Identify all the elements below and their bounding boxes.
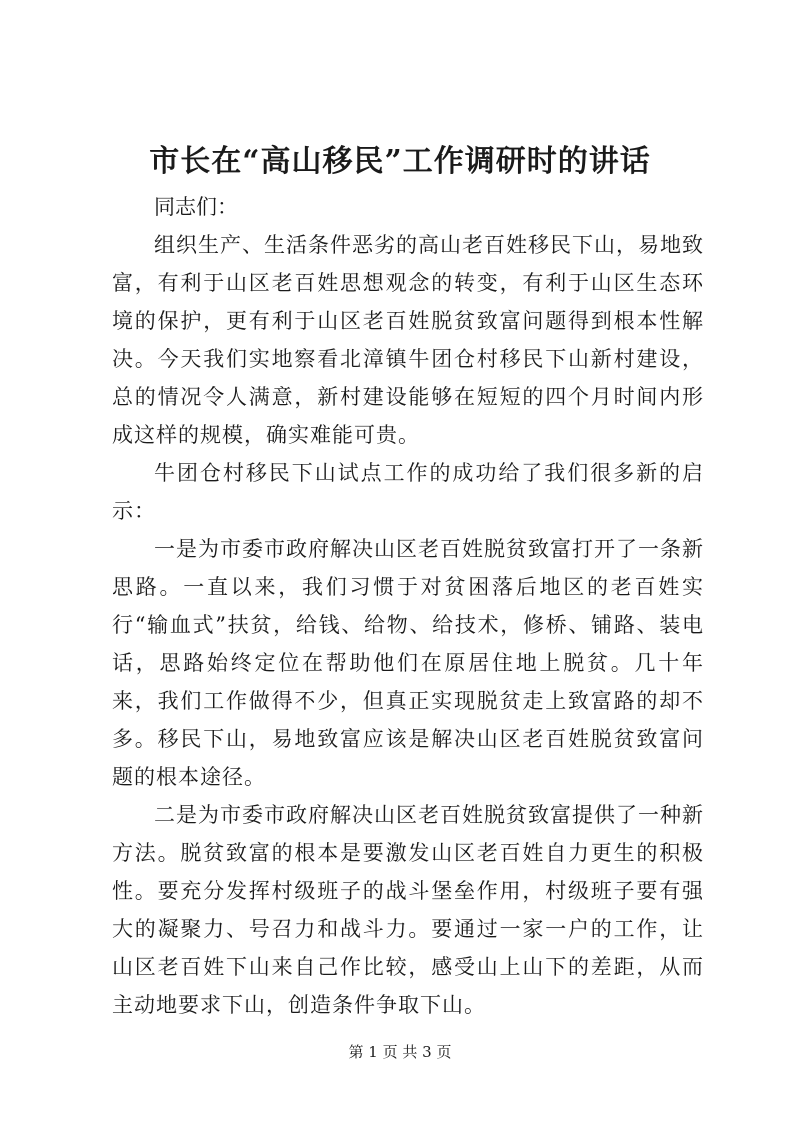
page-number-footer: 第 1 页 共 3 页 <box>348 1043 452 1061</box>
paragraph-point-one: 一是为市委市政府解决山区老百姓脱贫致富打开了一条新思路。一直以来，我们习惯于对贫困落后地区的老百姓实行“输血式”扶贫，给钱、给物、给技术，修桥、铺路、装电话，思路始终定位在帮助他们在原居住地上脱贫。几十年来，我们工作做得不少，但真正实现脱贫走上致富路的却不多。移民下山，易地致富应该是解决山区老百姓脱贫致富问题的根本途径。 <box>112 537 704 789</box>
paragraph-insights-lead: 牛团仓村移民下山试点工作的成功给了我们很多新的启示： <box>112 461 704 523</box>
paragraph-point-two: 二是为市委市政府解决山区老百姓脱贫致富提供了一种新方法。脱贫致富的根本是要激发山区老百姓自力更生的积极性。要充分发挥村级班子的战斗堡垒作用，村级班子要有强大的凝聚力、号召力和战斗力。要通过一家一户的工作，让山区老百姓下山来自己作比较，感受山上山下的差距，从而主动地要求下山，创造条件争取下山。 <box>112 803 704 1017</box>
document-title: 市长在“高山移民”工作调研时的讲话 <box>149 144 651 179</box>
document-body <box>112 188 704 1024</box>
salutation: 同志们： <box>154 195 238 219</box>
paragraph-intro: 组织生产、生活条件恶劣的高山老百姓移民下山，易地致富，有利于山区老百姓思想观念的转变，有利于山区生态环境的保护，更有利于山区老百姓脱贫致富问题得到根本性解决。今天我们实地察看北漳镇牛团仓村移民下山新村建设，总的情况令人满意，新村建设能够在短短的四个月时间内形成这样的规模，确实难能可贵。 <box>112 233 704 447</box>
